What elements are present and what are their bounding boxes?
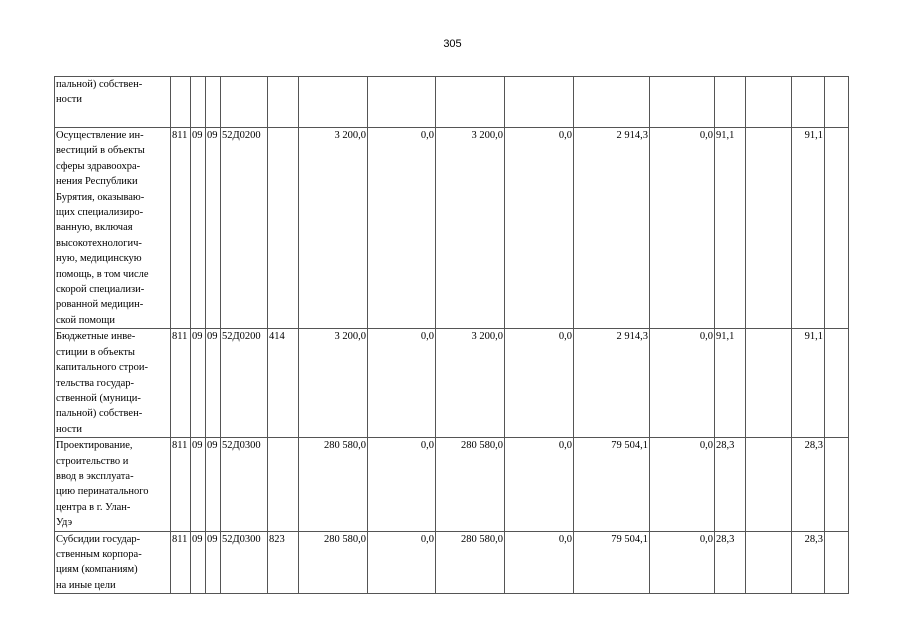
- cell-executed-federal: 0,0: [650, 128, 715, 329]
- cell-subsection: 09: [206, 531, 221, 594]
- cell-executed-total: [574, 77, 650, 128]
- cell-plan-other: 0,0: [505, 438, 574, 531]
- item-name-line: ванную, включая: [56, 222, 133, 234]
- cell-percent-adjusted: 28,3: [792, 531, 825, 594]
- cell-section: 09: [191, 438, 206, 531]
- cell-executed-federal: 0,0: [650, 329, 715, 438]
- item-name-line: ную, медицинскую: [56, 253, 142, 265]
- cell-item-name: [55, 329, 171, 438]
- cell-plan-other: [505, 77, 574, 128]
- item-name-line: вестиций в объекты: [56, 145, 145, 157]
- cell-target-article: 52Д0300: [221, 531, 268, 594]
- cell-plan-total: [299, 77, 368, 128]
- cell-empty: [825, 531, 849, 594]
- cell-plan-adjusted: 3 200,0: [436, 329, 505, 438]
- cell-item-name: [55, 531, 171, 594]
- item-name-line: цию перинатального: [56, 486, 149, 498]
- cell-admin-code: 811: [171, 128, 191, 329]
- cell-plan-total: 280 580,0: [299, 531, 368, 594]
- cell-executed-federal: 0,0: [650, 438, 715, 531]
- cell-executed-federal: 0,0: [650, 531, 715, 594]
- cell-plan-federal: [368, 77, 436, 128]
- item-name-line: Удэ: [56, 517, 73, 529]
- item-name-line: щих специализиро-: [56, 207, 144, 219]
- item-name-line: пальной) собствен-: [56, 79, 143, 90]
- cell-section: 09: [191, 128, 206, 329]
- item-name-line: центра в г. Улан-: [56, 501, 131, 513]
- cell-target-article: 52Д0200: [221, 329, 268, 438]
- item-name-line: ственной (муници-: [56, 392, 141, 404]
- cell-empty: [825, 329, 849, 438]
- item-name-line: ственным корпора-: [56, 548, 142, 560]
- cell-plan-other: 0,0: [505, 128, 574, 329]
- item-name-line: помощь, в том числе: [56, 268, 149, 280]
- item-name-line: Бюджетные инве-: [56, 331, 136, 343]
- budget-table: [54, 76, 849, 594]
- cell-executed-federal: [650, 77, 715, 128]
- item-name-line: стиции в объекты: [56, 346, 135, 358]
- cell-percent-executed: 91,1: [715, 329, 746, 438]
- cell-target-article: 52Д0200: [221, 128, 268, 329]
- cell-item-name: [55, 77, 171, 128]
- cell-item-name: [55, 128, 171, 329]
- cell-plan-other: 0,0: [505, 329, 574, 438]
- cell-executed-total: 79 504,1: [574, 531, 650, 594]
- cell-expense-type: 823: [268, 531, 299, 594]
- cell-admin-code: 811: [171, 531, 191, 594]
- cell-target-article: [221, 77, 268, 128]
- item-name-line: ности: [56, 423, 82, 435]
- cell-plan-adjusted: 280 580,0: [436, 438, 505, 531]
- cell-plan-adjusted: 3 200,0: [436, 128, 505, 329]
- cell-percent-adjusted: 28,3: [792, 438, 825, 531]
- cell-plan-total: 280 580,0: [299, 438, 368, 531]
- cell-percent-executed: 91,1: [715, 128, 746, 329]
- cell-plan-total: 3 200,0: [299, 128, 368, 329]
- cell-empty: [825, 438, 849, 531]
- cell-empty: [746, 531, 792, 594]
- item-name-line: ности: [56, 94, 82, 106]
- cell-executed-total: 2 914,3: [574, 329, 650, 438]
- item-name-line: пальной) собствен-: [56, 408, 143, 420]
- cell-section: 09: [191, 531, 206, 594]
- cell-plan-adjusted: 280 580,0: [436, 531, 505, 594]
- cell-expense-type: [268, 438, 299, 531]
- cell-executed-total: 2 914,3: [574, 128, 650, 329]
- item-name-line: скорой специализи-: [56, 284, 145, 296]
- cell-plan-federal: 0,0: [368, 329, 436, 438]
- cell-subsection: 09: [206, 329, 221, 438]
- item-name-line: на иные цели: [56, 579, 116, 591]
- item-name-line: Субсидии государ-: [56, 533, 141, 545]
- cell-plan-federal: 0,0: [368, 438, 436, 531]
- item-name-line: Бурятия, оказываю-: [56, 191, 145, 203]
- cell-expense-type: [268, 77, 299, 128]
- page-number: 305: [443, 38, 462, 50]
- cell-empty: [746, 438, 792, 531]
- cell-empty: [746, 329, 792, 438]
- cell-plan-federal: 0,0: [368, 128, 436, 329]
- cell-percent-adjusted: 91,1: [792, 128, 825, 329]
- item-name-line: рованной медицин-: [56, 299, 144, 311]
- cell-expense-type: [268, 128, 299, 329]
- cell-subsection: 09: [206, 128, 221, 329]
- table-row: [55, 329, 849, 438]
- cell-percent-adjusted: 91,1: [792, 329, 825, 438]
- item-name-line: ввод в эксплуата-: [56, 470, 134, 482]
- cell-section: [191, 77, 206, 128]
- item-name-line: сферы здравоохра-: [56, 160, 141, 172]
- cell-admin-code: [171, 77, 191, 128]
- item-name-line: Проектирование,: [56, 440, 133, 452]
- item-name-line: ской помощи: [56, 314, 115, 326]
- cell-expense-type: 414: [268, 329, 299, 438]
- cell-plan-other: 0,0: [505, 531, 574, 594]
- item-name-line: строительство и: [56, 455, 129, 467]
- cell-plan-total: 3 200,0: [299, 329, 368, 438]
- table-row: [55, 128, 849, 329]
- cell-empty: [746, 77, 792, 128]
- cell-admin-code: 811: [171, 438, 191, 531]
- cell-admin-code: 811: [171, 329, 191, 438]
- cell-empty: [825, 128, 849, 329]
- cell-empty: [825, 77, 849, 128]
- item-name-line: капитального строи-: [56, 362, 148, 374]
- cell-plan-federal: 0,0: [368, 531, 436, 594]
- table-row: [55, 531, 849, 594]
- cell-executed-total: 79 504,1: [574, 438, 650, 531]
- cell-percent-adjusted: [792, 77, 825, 128]
- cell-subsection: [206, 77, 221, 128]
- cell-section: 09: [191, 329, 206, 438]
- cell-plan-adjusted: [436, 77, 505, 128]
- table-row: [55, 438, 849, 531]
- cell-percent-executed: 28,3: [715, 531, 746, 594]
- item-name-line: нения Республики: [56, 176, 138, 188]
- cell-subsection: 09: [206, 438, 221, 531]
- cell-percent-executed: [715, 77, 746, 128]
- item-name-line: высокотехнологич-: [56, 237, 142, 249]
- cell-percent-executed: 28,3: [715, 438, 746, 531]
- item-name-line: Осуществление ин-: [56, 130, 144, 141]
- table-row: [55, 77, 849, 128]
- cell-target-article: 52Д0300: [221, 438, 268, 531]
- item-name-line: циям (компаниям): [56, 564, 138, 576]
- cell-empty: [746, 128, 792, 329]
- cell-item-name: [55, 438, 171, 531]
- item-name-line: тельства государ-: [56, 377, 135, 389]
